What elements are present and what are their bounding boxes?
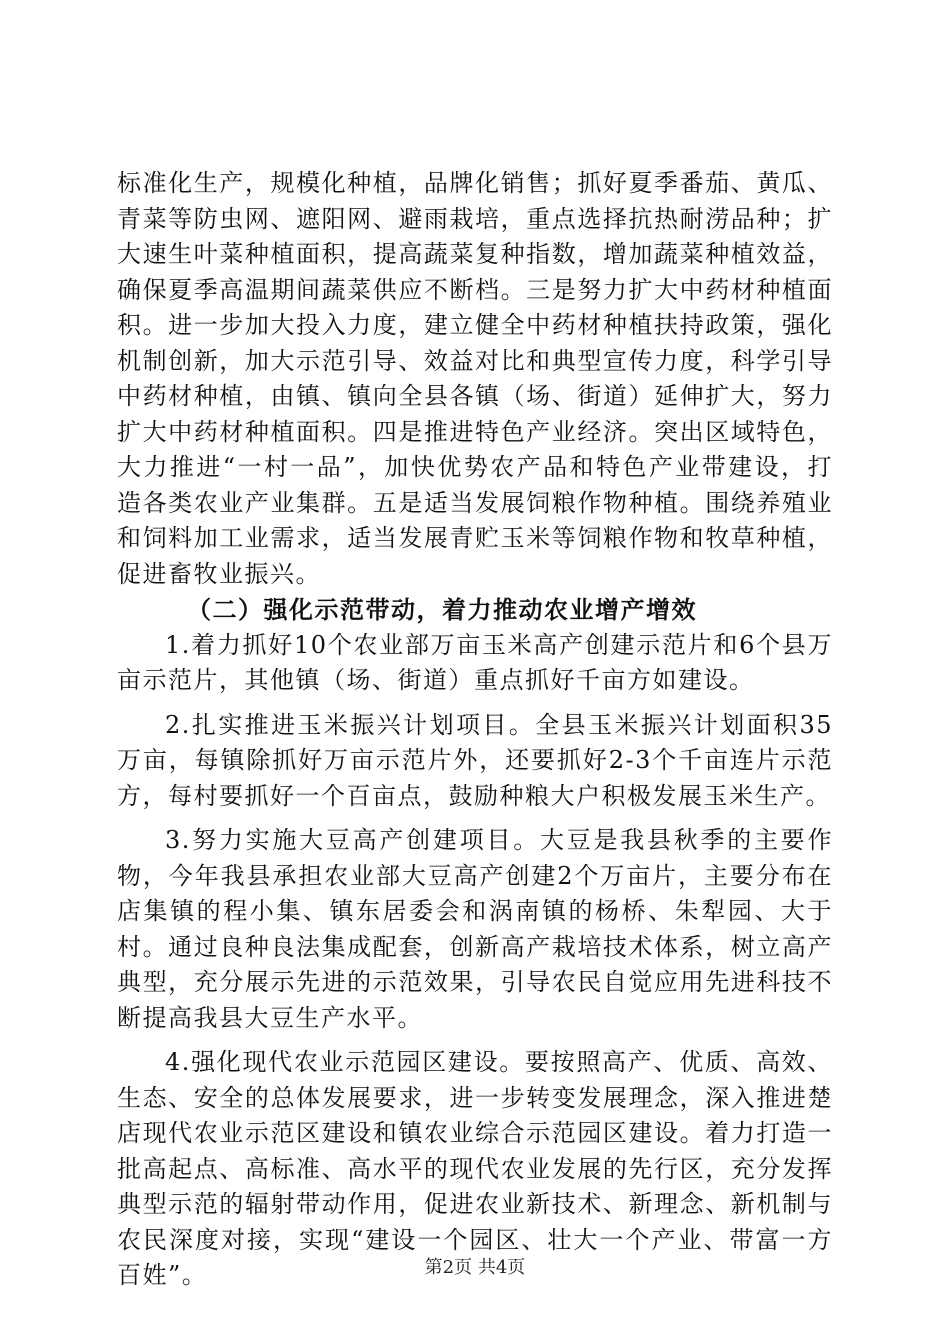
paragraph-item-3: 3.努力实施大豆高产创建项目。大豆是我县秋季的主要作物，今年我县承担农业部大豆高产创建2个万亩片，主要分布在店集镇的程小集、镇东居委会和涡南镇的杨桥、朱犁园、大于村。通过良种良法集成配套，创新高产栽培技术体系，树立高产典型，充分展示先进的示范效果，引导农民自觉应用先进科技不断提高我县大豆生产水平。 [117,826,833,1032]
paragraph-item-2: 2.扎实推进玉米振兴计划项目。全县玉米振兴计划面积35万亩，每镇除抓好万亩示范片外，还要抓好2-3个千亩连片示范方，每村要抓好一个百亩点，鼓励种粮大户积极发展玉米生产。 [117,710,833,810]
paragraph-continued: 标准化生产，规模化种植，品牌化销售；抓好夏季番茄、黄瓜、青菜等防虫网、遮阳网、避雨栽培，重点选择抗热耐涝品种；扩大速生叶菜种植面积，提高蔬菜复种指数，增加蔬菜种植效益，确保夏季高温期间蔬菜供应不断档。三是努力扩大中药材种植面积。进一步加大投入力度，建立健全中药材种植扶持政策，强化机制创新，加大示范引导、效益对比和典型宣传力度，科学引导中药材种植，由镇、镇向全县各镇（场、街道）延伸扩大，努力扩大中药材种植面积。四是推进特色产业经济。突出区域特色，大力推进“一村一品”，加快优势农产品和特色产业带建设，打造各类农业产业集群。五是适当发展饲粮作物种植。围绕养殖业和饲料加工业需求，适当发展青贮玉米等饲粮作物和牧草种植，促进畜牧业振兴。 [117,169,833,588]
document-body [117,166,833,1294]
section-heading: （二）强化示范带动，着力推动农业增产增效 [187,595,697,624]
page-number: 第2页 共4页 [424,1257,526,1278]
paragraph-item-1: 1.着力抓好10个农业部万亩玉米高产创建示范片和6个县万亩示范片，其他镇（场、街道）重点抓好千亩方如建设。 [117,630,833,694]
paragraph-item-4: 4.强化现代农业示范园区建设。要按照高产、优质、高效、生态、安全的总体发展要求，进一步转变发展理念，深入推进楚店现代农业示范区建设和镇农业综合示范园区建设。着力打造一批高起点、高标准、高水平的现代农业发展的先行区，充分发挥典型示范的辐射带动作用，促进农业新技术、新理念、新机制与农民深度对接，实现“建设一个园区、壮大一个产业、带富一方百姓”。 [117,1048,833,1289]
